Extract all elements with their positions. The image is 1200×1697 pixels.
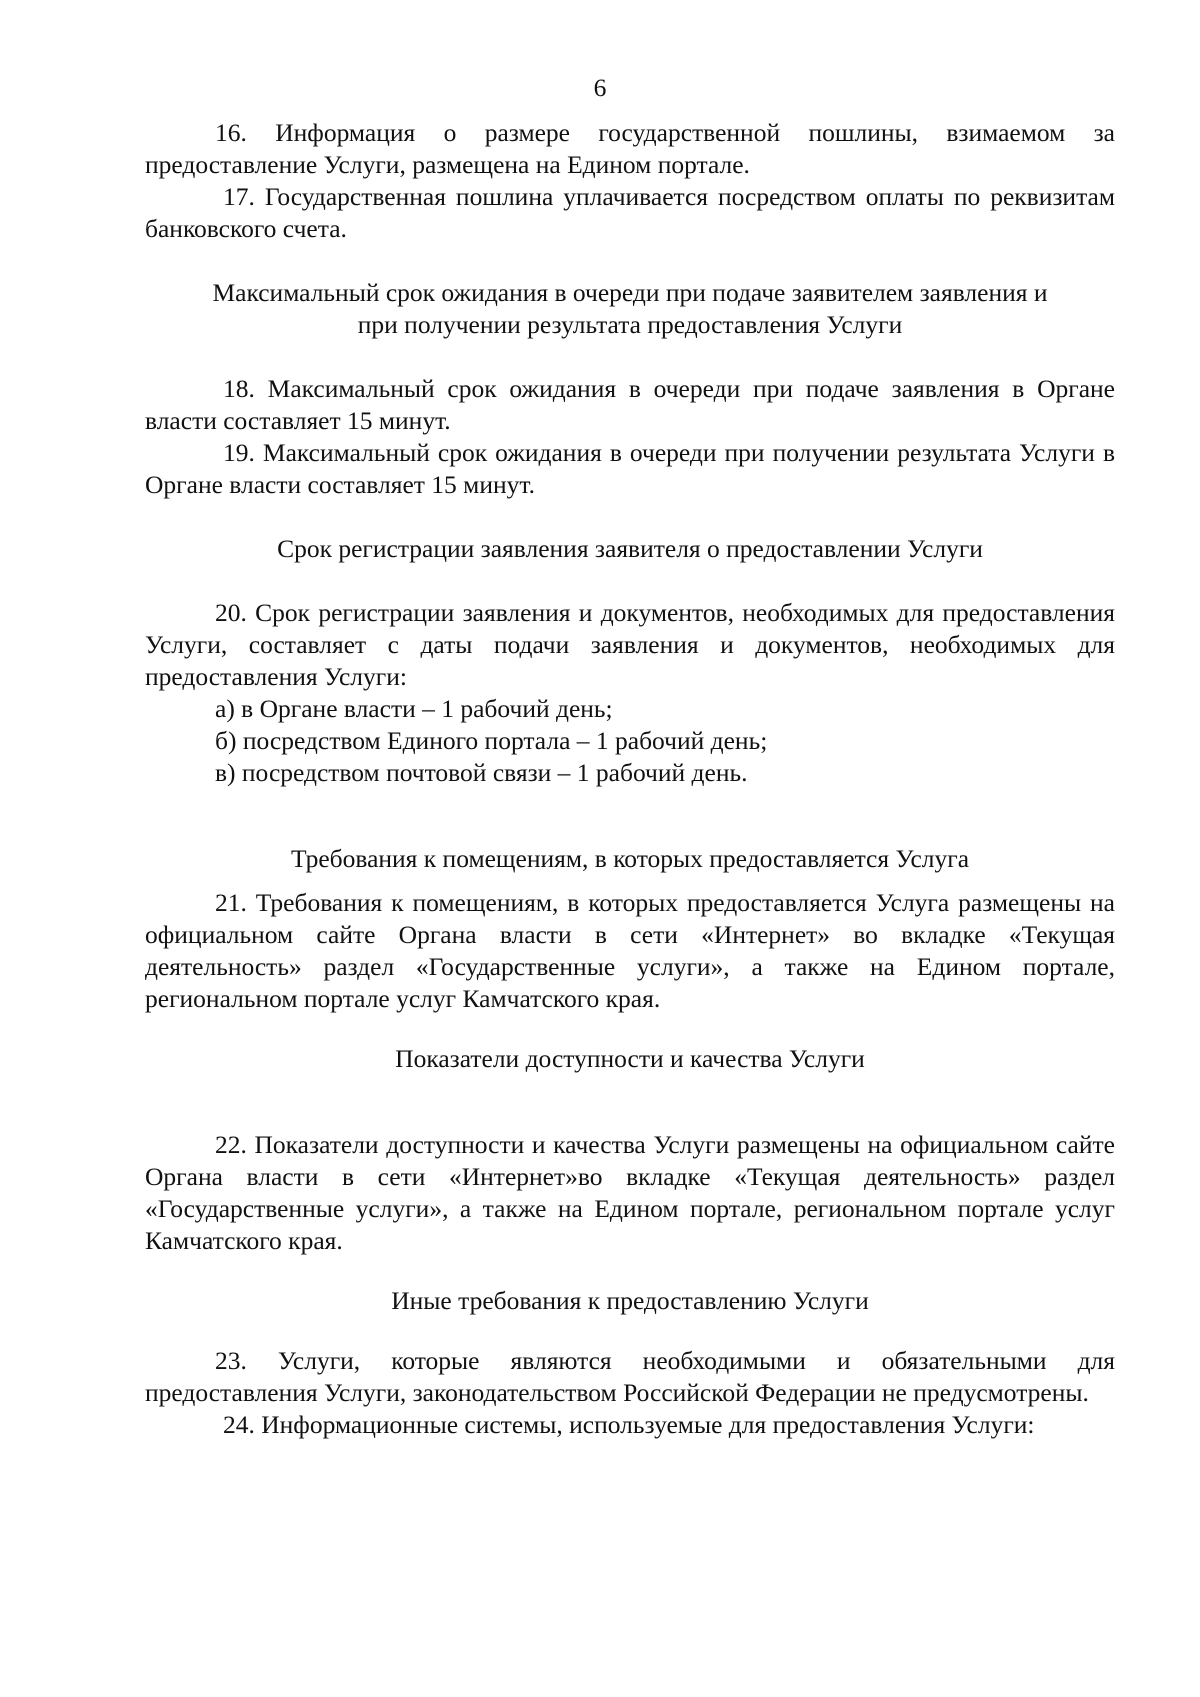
heading-registration: Срок регистрации заявления заявителя о предоставлении Услуги — [277, 534, 983, 563]
heading-other: Иные требования к предоставлению Услуги — [391, 1286, 869, 1315]
paragraph-16: 16. Информация о размере государственной пошлины, взимаемом за предоставление Услуги, размещена на Едином портале. — [145, 118, 1115, 179]
paragraph-18: 18. Максимальный срок ожидания в очереди при подаче заявления в Органе власти составляет 15 минут. — [145, 374, 1115, 435]
paragraph-24: 24. Информационные системы, используемые для предоставления Услуги: — [223, 1410, 1035, 1439]
paragraph-20: 20. Срок регистрации заявления и документов, необходимых для предоставления Услуги, составляет с даты подачи заявления и документов, необходимых для предоставления Услуги: — [145, 598, 1115, 691]
paragraph-19: 19. Максимальный срок ожидания в очереди при получении результата Услуги в Органе власти составляет 15 минут. — [145, 438, 1115, 499]
heading-quality: Показатели доступности и качества Услуги — [395, 1044, 865, 1073]
heading-queue-line2: при получении результата предоставления Услуги — [357, 310, 903, 339]
list-item: в) посредством почтовой связи – 1 рабочий день. — [215, 758, 748, 787]
document-body — [145, 117, 1115, 1441]
list-item: а) в Органе власти – 1 рабочий день; — [215, 694, 613, 723]
paragraph-23: 23. Услуги, которые являются необходимыми и обязательными для предоставления Услуги, законодательством Российской Федерации не предусмотрены. — [145, 1346, 1115, 1407]
heading-queue-line1: Максимальный срок ожидания в очереди при подаче заявителем заявления и — [212, 278, 1048, 307]
paragraph-22: 22. Показатели доступности и качества Услуги размещены на официальном сайте Органа власти в сети «Интернет»во вкладке «Текущая деятельность» раздел «Государственные услуги», а также на Едином портале, региональном портале услуг Камчатского края. — [145, 1130, 1115, 1255]
list-item: б) посредством Единого портала – 1 рабочий день; — [215, 726, 768, 755]
paragraph-17: 17. Государственная пошлина уплачивается посредством оплаты по реквизитам банковского счета. — [145, 182, 1115, 243]
heading-premises: Требования к помещениям, в которых предоставляется Услуга — [290, 844, 970, 873]
paragraph-21: 21. Требования к помещениям, в которых предоставляется Услуга размещены на официальном сайте Органа власти в сети «Интернет» во вкладке «Текущая деятельность» раздел «Государственные услуги», а также на Едином портале, региональном портале услуг Камчатского края. — [145, 888, 1115, 1013]
page-number: 6 — [593, 73, 607, 102]
